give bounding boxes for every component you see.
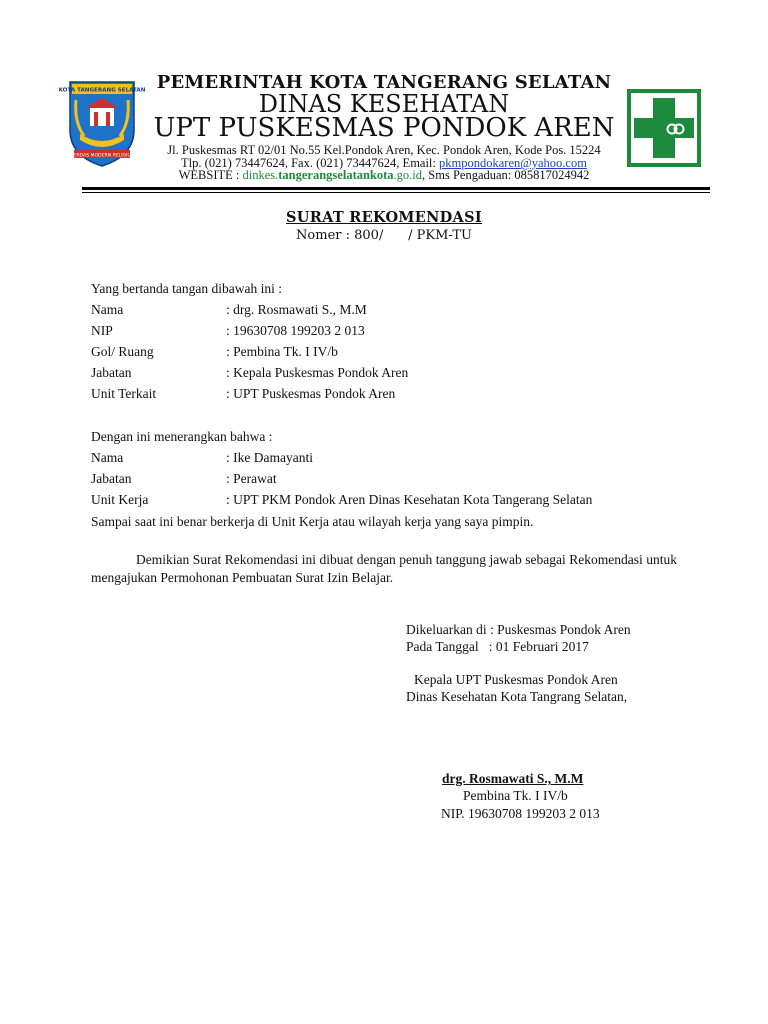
signer-position-line-2: Dinas Kesehatan Kota Tangrang Selatan, xyxy=(406,689,628,704)
signatory-label: Gol/ Ruang xyxy=(91,344,154,359)
phone-fax-text: Tlp. (021) 73447624, Fax. (021) 73447624, Email: xyxy=(181,156,440,170)
statement-text: Sampai saat ini benar berkerja di Unit Kerja atau wilayah kerja yang saya pimpin. xyxy=(91,514,534,529)
signatory-label: Nama xyxy=(91,302,124,317)
subject-value: : Ike Damayanti xyxy=(226,450,313,465)
unit-heading: UPT PUSKESMAS PONDOK AREN xyxy=(153,113,615,143)
signatory-value: : Pembina Tk. I IV/b xyxy=(226,344,338,359)
website-line xyxy=(140,168,628,183)
signatory-value: : UPT Puskesmas Pondok Aren xyxy=(226,386,396,401)
issued-at: Dikeluarkan di : Puskesmas Pondok Aren xyxy=(406,622,631,637)
website-part-b[interactable]: tangerangselatankota xyxy=(278,168,394,182)
kota-tangerang-selatan-logo xyxy=(58,78,146,168)
signatory-value: : 19630708 199203 2 013 xyxy=(226,323,365,338)
logo-banner-text: KOTA TANGERANG SELATAN xyxy=(58,87,146,94)
signatory-value: : Kepala Puskesmas Pondok Aren xyxy=(226,365,409,380)
intro-text: Yang bertanda tangan dibawah ini : xyxy=(91,281,282,296)
subject-value: : UPT PKM Pondok Aren Dinas Kesehatan Kota Tangerang Selatan xyxy=(226,492,593,507)
logo-motto-text: CERDAS MODERN RELIGIUS xyxy=(70,153,134,159)
email-link[interactable]: pkmpondokaren@yahoo.com xyxy=(439,156,587,170)
signatory-label: NIP xyxy=(91,323,113,338)
website-part-c[interactable]: .go.id xyxy=(393,168,423,182)
website-part-a[interactable]: dinkes. xyxy=(242,168,279,182)
signatory-label: Jabatan xyxy=(91,365,132,380)
closing-paragraph: Demikian Surat Rekomendasi ini dibuat dengan penuh tanggung jawab sebagai Rekomendasi untuk mengajukan Permohonan Pembuatan Surat Izin Belajar. xyxy=(91,552,677,585)
header-thin-rule xyxy=(82,192,710,193)
subject-label: Jabatan xyxy=(91,471,132,486)
signatory-label: Unit Terkait xyxy=(91,386,157,401)
sms-complaint-text: , Sms Pengaduan: 085817024942 xyxy=(422,168,590,182)
subject-label: Unit Kerja xyxy=(91,492,149,507)
department-heading: DINAS KESEHATAN xyxy=(258,90,510,118)
subject-label: Nama xyxy=(91,450,124,465)
website-label: WEBSITE : xyxy=(178,168,243,182)
signer-rank: Pembina Tk. I IV/b xyxy=(463,788,568,803)
letter-title: SURAT REKOMENDASI xyxy=(286,209,482,226)
government-heading: PEMERINTAH KOTA TANGERANG SELATAN xyxy=(156,72,612,93)
signer-nip: NIP. 19630708 199203 2 013 xyxy=(441,806,600,821)
issue-date: Pada Tanggal : 01 Februari 2017 xyxy=(406,639,589,654)
puskesmas-cross-logo xyxy=(626,88,702,168)
signer-position-line-1: Kepala UPT Puskesmas Pondok Aren xyxy=(414,672,618,687)
signatory-value: : drg. Rosmawati S., M.M xyxy=(226,302,367,317)
subject-value: : Perawat xyxy=(226,471,277,486)
header-thick-rule xyxy=(82,187,710,190)
address-line: Jl. Puskesmas RT 02/01 No.55 Kel.Pondok Aren, Kec. Pondok Aren, Kode Pos. 15224 xyxy=(167,143,601,157)
statement-intro: Dengan ini menerangkan bahwa : xyxy=(91,429,273,444)
signer-name: drg. Rosmawati S., M.M xyxy=(442,771,584,786)
letter-number: Nomer : 800/ / PKM-TU xyxy=(296,228,472,243)
